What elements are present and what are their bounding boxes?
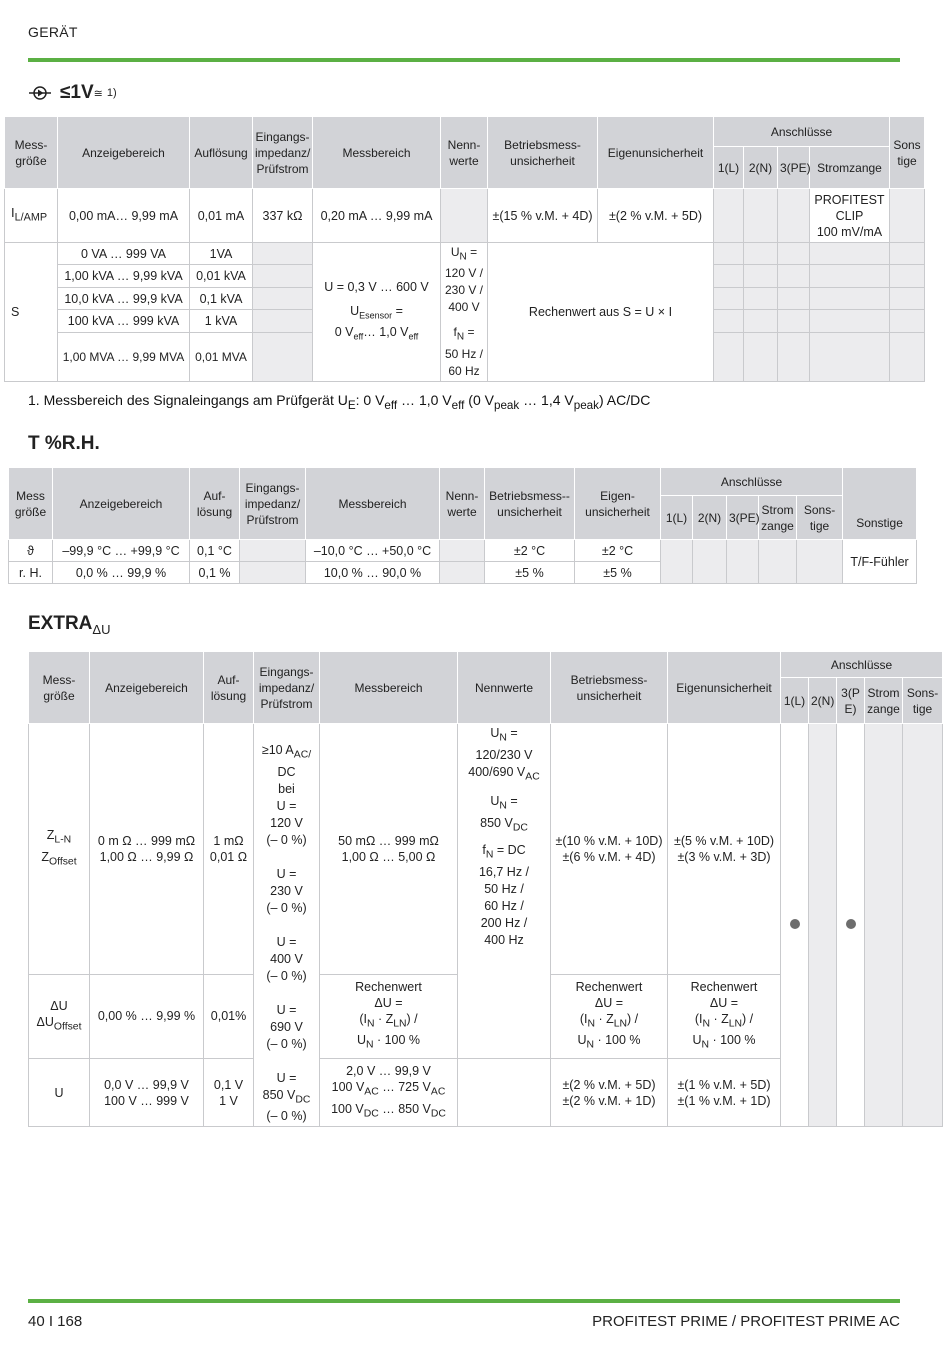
t3-l1	[781, 724, 809, 1127]
row-s-anzeige-3: 10,0 kVA … 99,9 kVA	[58, 287, 190, 309]
t3-row-z-aufl: 1 mΩ 0,01 Ω	[204, 724, 254, 975]
t3-row-z-mg1: $Z_{L-N}$	[46, 828, 72, 846]
t3-row-z-betrieb: ±(10 % v.M. + 10D) ±(6 % v.M. + 4D)	[551, 724, 668, 975]
t2-sonstige-value: T/F-Fühler	[843, 540, 917, 584]
row-s-n2-4	[744, 310, 778, 332]
row-s-messgroesse: S	[5, 243, 58, 382]
row-s-eingang-2	[253, 265, 313, 287]
col-messgroesse: Mess- größe	[5, 117, 58, 189]
t3-col-pe3: 3(P E)	[837, 678, 865, 724]
t3-nenn-c: 400/690 $V_{AC}$	[468, 764, 540, 782]
row-s-messbereich	[313, 243, 441, 382]
t2-col-nennwerte: Nenn- werte	[440, 468, 485, 540]
row-s-zange-2	[810, 265, 890, 287]
t2-n2	[693, 540, 727, 584]
row-s-pe3-3	[778, 287, 810, 309]
row-il-stromzange: PROFITEST CLIP 100 mV/mA	[810, 189, 890, 243]
row-s-n2-1	[744, 243, 778, 265]
t2-col-anzeigebereich: Anzeigebereich	[53, 468, 190, 540]
t3-nenn-b: 120/230 V	[475, 747, 533, 762]
row-s-zange-1	[810, 243, 890, 265]
col-stromzange: Stromzange	[810, 147, 890, 189]
row-il-l1	[714, 189, 744, 243]
t3-row-u-aufl: 0,1 V 1 V	[204, 1059, 254, 1127]
t3-col-anzeigebereich: Anzeigebereich	[90, 652, 204, 724]
t2-col-strom: Strom zange	[759, 496, 797, 540]
t2-row-rh-aufl: 0,1 %	[190, 562, 240, 584]
row-s-mess-a: U = 0,3 V … 600 V	[324, 280, 429, 295]
row-s-aufl-3: 0,1 kVA	[190, 287, 253, 309]
t2-col-sonstige: Sonstige	[843, 468, 917, 540]
t3-eingang-d: (– 0 %)	[266, 1109, 307, 1123]
t2-row-rh-mess: 10,0 % … 90,0 %	[306, 562, 440, 584]
row-s-l1-4	[714, 310, 744, 332]
t3-row-du-anzeige: 0,00 % … 9,99 %	[90, 974, 204, 1059]
t3-col-nennwerte: Nennwerte	[458, 652, 551, 724]
t3-col-betriebsmessunsicherheit: Betriebsmess- unsicherheit	[551, 652, 668, 724]
row-s-sonst-1	[890, 243, 925, 265]
t3-nenn-f: $f_N$ = DC	[482, 843, 526, 861]
t3-row-du-mg1: ΔU	[50, 998, 68, 1013]
t3-col-eigenunsicherheit: Eigenunsicherheit	[668, 652, 781, 724]
row-s-n2-2	[744, 265, 778, 287]
t3-row-z-anzeige: 0 m Ω … 999 mΩ 1,00 Ω … 9,99 Ω	[90, 724, 204, 975]
t3-row-du-eigen: Rechenwert ΔU = $(I_N \cdot Z_{LN})$ / $U_N \cdot 100$ %	[668, 974, 781, 1059]
row-s-aufl-4: 1 kVA	[190, 310, 253, 332]
t2-strom	[759, 540, 797, 584]
row-s-pe3-5	[778, 332, 810, 381]
t3-row-du-mess: Rechenwert ΔU = $(I_N \cdot Z_{LN})$ / $U_N \cdot 100$ %	[320, 974, 458, 1059]
t2-col-n2: 2(N)	[693, 496, 727, 540]
section2-title: T %R.H.	[28, 433, 100, 454]
row-il-aufloesung: 0,01 mA	[190, 189, 253, 243]
t3-row-z-mess: 50 mΩ … 999 mΩ 1,00 Ω … 5,00 Ω	[320, 724, 458, 975]
connector-icon	[28, 84, 52, 102]
page-number: 40 I 168	[28, 1313, 83, 1330]
row-il-nennwerte	[441, 189, 488, 243]
row-s-sonst-5	[890, 332, 925, 381]
row-s-anzeige-5: 1,00 MVA … 9,99 MVA	[58, 332, 190, 381]
row-s-aufl-2: 0,01 kVA	[190, 265, 253, 287]
t3-pe3	[837, 724, 865, 1127]
col-anzeigebereich: Anzeigebereich	[58, 117, 190, 189]
col-betriebsmessunsicherheit: Betriebsmess- unsicherheit	[488, 117, 598, 189]
t2-sonst	[797, 540, 843, 584]
t3-col-messbereich: Messbereich	[320, 652, 458, 724]
table-1v	[4, 116, 925, 382]
t3-eingang	[254, 724, 320, 1127]
t2-col-l1: 1(L)	[661, 496, 693, 540]
t3-row-du-aufl: 0,01%	[204, 974, 254, 1059]
t3-col-l1: 1(L)	[781, 678, 809, 724]
t2-row-theta-nenn	[440, 540, 485, 562]
t3-col-messgroesse: Mess- größe	[29, 652, 90, 724]
section1-title-sub: ≅	[93, 87, 103, 100]
section1-title-sup: 1)	[106, 87, 117, 99]
row-s-anzeige-1: 0 VA … 999 VA	[58, 243, 190, 265]
row-il-betrieb: ±(15 % v.M. + 4D)	[488, 189, 598, 243]
row-s-nennwerte	[441, 243, 488, 382]
col-aufloesung: Auflösung	[190, 117, 253, 189]
t2-col-eingangsimpedanz: Eingangs- impedanz/ Prüfstrom	[240, 468, 306, 540]
t2-row-theta-betrieb: ±2 °C	[485, 540, 575, 562]
t2-row-rh-nenn	[440, 562, 485, 584]
row-s-rechenwert: Rechenwert aus S = U × I	[488, 243, 714, 382]
row-s-nenn-d: 50 Hz / 60 Hz	[444, 346, 483, 378]
t3-col-anschluesse: Anschlüsse	[781, 652, 943, 678]
row-s-l1-1	[714, 243, 744, 265]
t2-row-rh-eingang	[240, 562, 306, 584]
row-s-zange-3	[810, 287, 890, 309]
row-s-pe3-1	[778, 243, 810, 265]
col-n2: 2(N)	[744, 147, 778, 189]
row-s-eingang-3	[253, 287, 313, 309]
t2-col-pe3: 3(PE)	[727, 496, 759, 540]
row-il-sonstige	[890, 189, 925, 243]
t3-nenn-a: $U_N$ =	[490, 726, 518, 744]
t2-col-messbereich: Messbereich	[306, 468, 440, 540]
row-s-nenn-c: $f_N$ =	[453, 325, 475, 343]
t2-l1	[661, 540, 693, 584]
t2-row-theta-mg: ϑ	[9, 540, 53, 562]
row-il-n2	[744, 189, 778, 243]
t2-pe3	[727, 540, 759, 584]
row-s-nenn-b: 120 V / 230 V / 400 V	[444, 266, 484, 315]
row-s-zange-4	[810, 310, 890, 332]
t2-row-theta-aufl: 0,1 °C	[190, 540, 240, 562]
t3-nenn-g: 16,7 Hz / 50 Hz / 60 Hz / 200 Hz / 400 Hz	[478, 864, 530, 947]
row-s-anzeige-2: 1,00 kVA … 9,99 kVA	[58, 265, 190, 287]
row-il-messgroesse: $I_{L/AMP}$	[5, 189, 58, 243]
t3-l1-dot-icon	[790, 919, 800, 929]
row-s-n2-3	[744, 287, 778, 309]
row-il-pe3	[778, 189, 810, 243]
section3-title-sub: ΔU	[92, 621, 111, 637]
col-messbereich: Messbereich	[313, 117, 441, 189]
t3-row-z-mg	[29, 724, 90, 975]
row-il-eingang: 337 kΩ	[253, 189, 313, 243]
product-name: PROFITEST PRIME / PROFITEST PRIME AC	[592, 1313, 900, 1330]
t3-row-u-mg: U	[29, 1059, 90, 1127]
t2-row-theta-anzeige: –99,9 °C … +99,9 °C	[53, 540, 190, 562]
row-s-l1-2	[714, 265, 744, 287]
section1-title	[28, 82, 117, 104]
row-s-nenn-a: $U_N$ =	[450, 245, 478, 263]
t3-row-du-mg2: $\Delta U_{Offset}$	[36, 1014, 82, 1033]
row-s-l1-5	[714, 332, 744, 381]
t2-row-theta-eigen: ±2 °C	[575, 540, 661, 562]
t3-n2	[809, 724, 837, 1127]
t3-nennwerte	[458, 724, 551, 1059]
t3-eingang-a: ≥10 $A_{AC/}$	[261, 743, 312, 761]
t2-row-rh-mg: r. H.	[9, 562, 53, 584]
t2-col-eigenunsicherheit: Eigen- unsicherheit	[575, 468, 661, 540]
table-t-rh	[8, 467, 917, 584]
row-s-eingang-4	[253, 310, 313, 332]
row-s-aufl-5: 0,01 MVA	[190, 332, 253, 381]
table-extra-du	[28, 651, 943, 1127]
t3-eingang-b: DC bei U = 120 V (– 0 %) U = 230 V (– 0 %) U = 400 V (– 0 %) U = 690 V (– 0 %) U =	[266, 764, 307, 1085]
row-il-messbereich: 0,20 mA … 9,99 mA	[313, 189, 441, 243]
footer-rule	[28, 1299, 900, 1303]
col-anschluesse: Anschlüsse	[714, 117, 890, 147]
t2-col-sonst: Sons- tige	[797, 496, 843, 540]
section3-title	[28, 613, 110, 637]
t3-row-z-eigen: ±(5 % v.M. + 10D) ±(3 % v.M. + 3D)	[668, 724, 781, 975]
section1-title-main: ≤1V	[60, 82, 94, 103]
t2-row-rh-anzeige: 0,0 % … 99,9 %	[53, 562, 190, 584]
t3-row-u-eigen: ±(1 % v.M. + 5D) ±(1 % v.M. + 1D)	[668, 1059, 781, 1127]
row-il-anzeige: 0,00 mA… 9,99 mA	[58, 189, 190, 243]
t3-row-du-mg	[29, 974, 90, 1059]
t3-row-u-betrieb: ±(2 % v.M. + 5D) ±(2 % v.M. + 1D)	[551, 1059, 668, 1127]
t2-col-messgroesse: Mess größe	[9, 468, 53, 540]
t3-nenn-e: 850 $V_{DC}$	[480, 815, 528, 833]
t2-row-rh-betrieb: ±5 %	[485, 562, 575, 584]
row-s-eingang-5	[253, 332, 313, 381]
t3-row-z-mg2: $Z_{Offset}$	[41, 849, 77, 868]
t3-row-u-mess: 2,0 V … 99,9 V 100 $V_{AC}$ … 725 $V_{AC}$ 100 $V_{DC}$ … 850 $V_{DC}$	[320, 1059, 458, 1127]
t3-col-aufloesung: Auf- lösung	[204, 652, 254, 724]
col-sonstige: Sons tige	[890, 117, 925, 189]
t3-eingang-c: 850 $V_{DC}$	[262, 1087, 311, 1105]
row-s-pe3-4	[778, 310, 810, 332]
t3-col-n2: 2(N)	[809, 678, 837, 724]
row-il-eigen: ±(2 % v.M. + 5D)	[598, 189, 714, 243]
row-s-sonst-4	[890, 310, 925, 332]
t2-row-theta-eingang	[240, 540, 306, 562]
col-nennwerte: Nenn- werte	[441, 117, 488, 189]
footnote-1: 1. Messbereich des Signaleingangs am Prüfgerät $U_E$: 0 $V_{eff}$ … 1,0 $V_{eff}$ (0 $V_{peak}$ … 1,4 $V_{peak}$) AC/DC	[28, 392, 651, 412]
t2-col-betriebsmessunsicherheit: Betriebsmess-- unsicherheit	[485, 468, 575, 540]
t3-sonst	[903, 724, 943, 1127]
t2-col-aufloesung: Auf- lösung	[190, 468, 240, 540]
t3-col-eingangsimpedanz: Eingangs- impedanz/ Prüfstrom	[254, 652, 320, 724]
t2-col-anschluesse: Anschlüsse	[661, 468, 843, 496]
t3-row-u-nenn	[458, 1059, 551, 1127]
row-s-anzeige-4: 100 kVA … 999 kVA	[58, 310, 190, 332]
row-s-eingang-1	[253, 243, 313, 265]
t3-row-u-anzeige: 0,0 V … 99,9 V 100 V … 999 V	[90, 1059, 204, 1127]
col-pe3: 3(PE)	[778, 147, 810, 189]
col-l1: 1(L)	[714, 147, 744, 189]
row-s-mess-b2: 0 $V_{eff}\dots$ 1,0 $V_{eff}$	[334, 324, 419, 342]
t3-row-du-betrieb: Rechenwert ΔU = $(I_N \cdot Z_{LN})$ / $U_N \cdot 100$ %	[551, 974, 668, 1059]
row-s-l1-3	[714, 287, 744, 309]
row-s-n2-5	[744, 332, 778, 381]
t3-nenn-d: $U_N$ =	[490, 794, 518, 812]
t3-col-strom: Strom zange	[865, 678, 903, 724]
section3-title-main: EXTRA	[28, 613, 93, 634]
col-eingangsimpedanz: Eingangs- impedanz/ Prüfstrom	[253, 117, 313, 189]
row-s-aufl-1: 1VA	[190, 243, 253, 265]
row-s-zange-5	[810, 332, 890, 381]
t3-pe3-dot-icon	[846, 919, 856, 929]
header-rule	[28, 58, 900, 62]
t3-col-sonst: Sons- tige	[903, 678, 943, 724]
row-s-sonst-2	[890, 265, 925, 287]
t2-row-rh-eigen: ±5 %	[575, 562, 661, 584]
row-s-mess-b1: $U_{Esensor}$ =	[350, 304, 403, 321]
t3-strom	[865, 724, 903, 1127]
row-s-sonst-3	[890, 287, 925, 309]
header-title: GERÄT	[28, 24, 78, 40]
t2-row-theta-mess: –10,0 °C … +50,0 °C	[306, 540, 440, 562]
col-eigenunsicherheit: Eigenunsicherheit	[598, 117, 714, 189]
row-s-pe3-2	[778, 265, 810, 287]
